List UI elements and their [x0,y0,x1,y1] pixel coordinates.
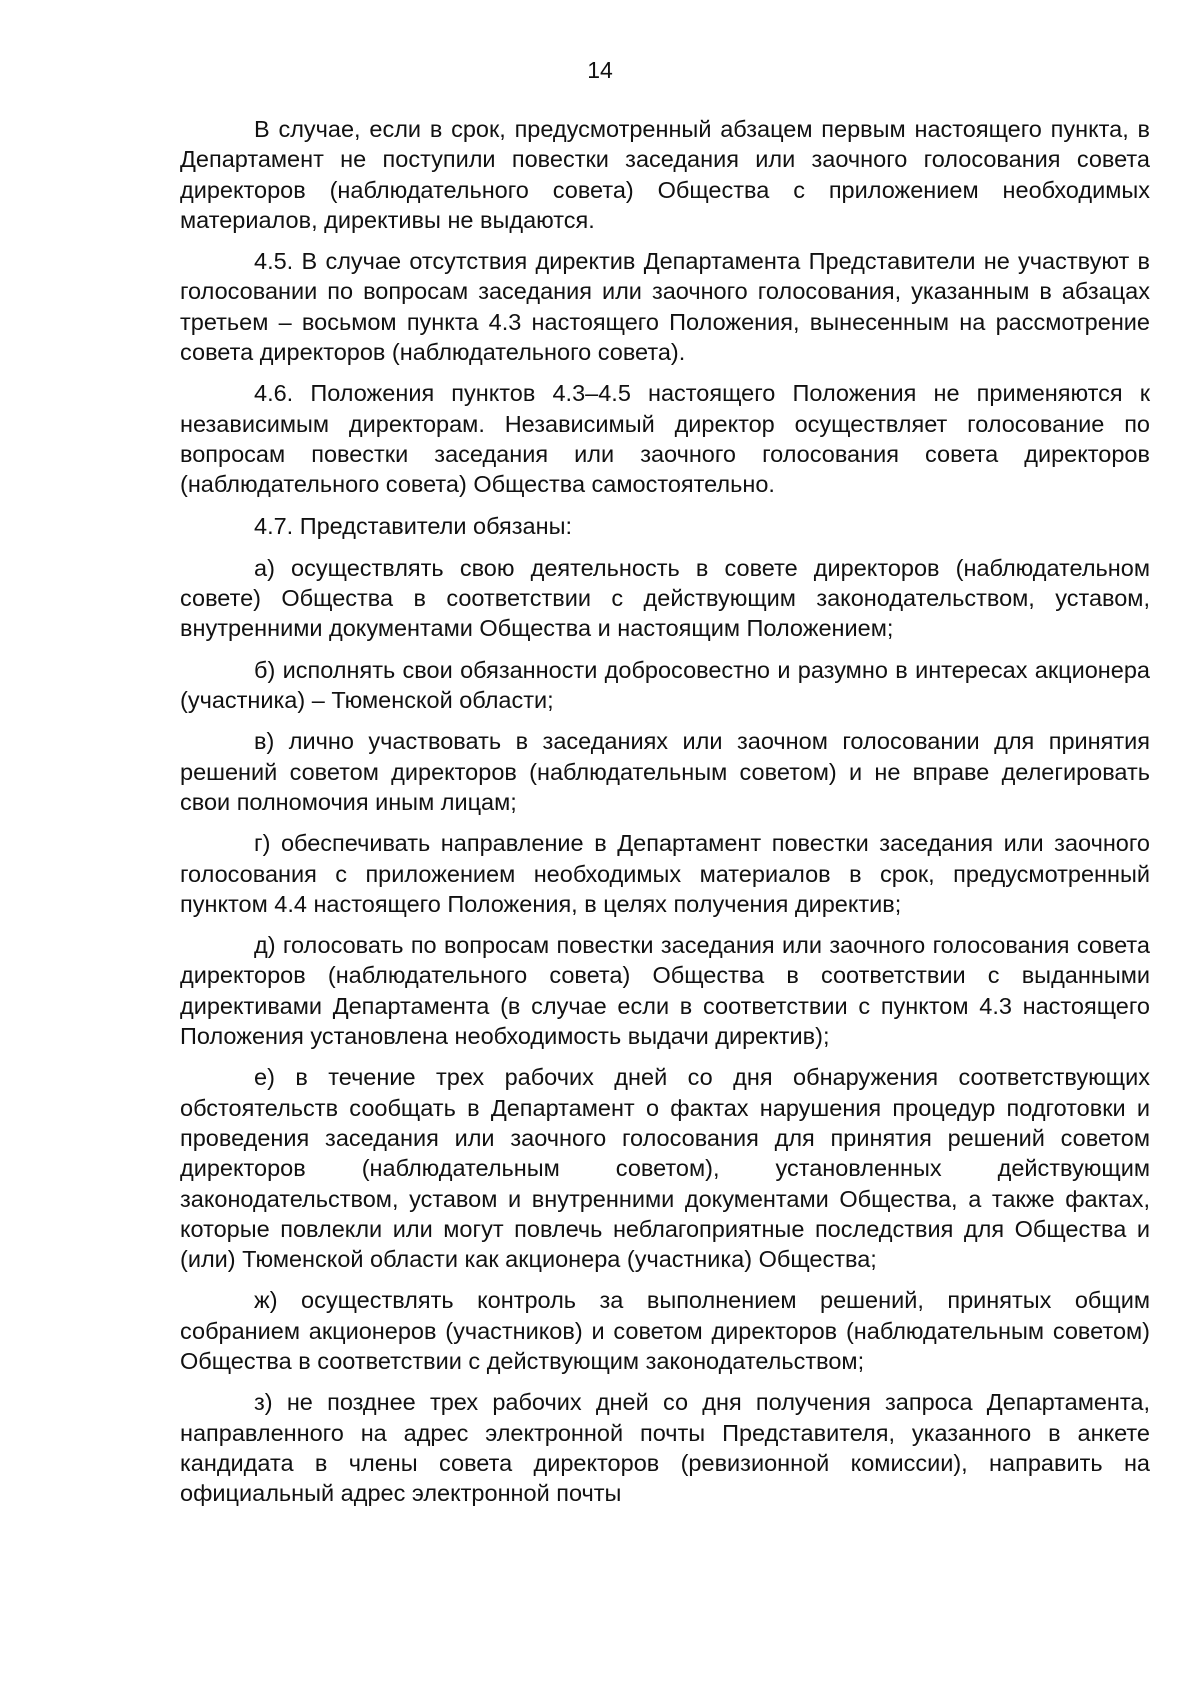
list-item-a: а) осуществлять свою деятельность в совете директоров (наблюдательном совете) Общества в соответствии с действующим законодательством, уставом, внутренними документами Общества и настоящим Положением; [180,554,1150,642]
page-number: 14 [587,57,613,83]
paragraph-4-6: 4.6. Положения пунктов 4.3–4.5 настоящего Положения не применяются к независимым директорам. Независимый директор осуществляет голосование по вопросам повестки заседания или заочного голосования совета директоров (наблюдательного совета) Общества самостоятельно. [180,380,1150,498]
paragraph-4-7: 4.7. Представители обязаны: [254,512,573,539]
list-item-zh: ж) осуществлять контроль за выполнением решений, принятых общим собранием акционеров (участников) и советом директоров (наблюдательным советом) Общества в соответствии с действующим законодательством; [180,1287,1150,1374]
paragraph-deadline-no-agenda: В случае, если в срок, предусмотренный абзацем первым настоящего пункта, в Департамент не поступили повестки заседания или заочного голосования совета директоров (наблюдательного совета) Общества с приложением необходимых материалов, директивы не выдаются. [180,116,1150,233]
paragraph-4-5: 4.5. В случае отсутствия директив Департамента Представители не участвуют в голосовании по вопросам заседания или заочного голосования, указанным в абзацах третьем – восьмом пункта 4.3 настоящего Положения, вынесенным на рассмотрение совета директоров (наблюдательного совета). [180,248,1150,366]
list-item-e: е) в течение трех рабочих дней со дня обнаружения соответствующих обстоятельств сообщать в Департамент о фактах нарушения процедур подготовки и проведения заседания или заочного голосования для принятия решений советом директоров (наблюдательным советом), установленных действующим законодательством, уставом и внутренними документами Общества, а также фактах, которые повлекли или могут повлечь неблагоприятные последствия для Общества и (или) Тюменской области как акционера (участника) Общества; [180,1064,1150,1273]
list-item-v: в) лично участвовать в заседаниях или заочном голосовании для принятия решений советом директоров (наблюдательным советом) и не вправе делегировать свои полномочия иным лицам; [180,728,1150,815]
list-item-g: г) обеспечивать направление в Департамент повестки заседания или заочного голосования с приложением необходимых материалов в срок, предусмотренный пунктом 4.4 настоящего Положения, в целях получения директив; [180,830,1150,917]
list-item-b: б) исполнять свои обязанности добросовестно и разумно в интересах акционера (участника) – Тюменской области; [180,656,1150,714]
list-item-d: д) голосовать по вопросам повестки заседания или заочного голосования совета директоров (наблюдательного совета) Общества в соответствии с выданными директивами Департамента (в случае если в соответствии с пунктом 4.3 настоящего Положения установлена необходимость выдачи директив); [180,932,1150,1050]
document-body [180,114,1150,1519]
list-item-z: з) не позднее трех рабочих дней со дня получения запроса Департамента, направленного на адрес электронной почты Представителя, указанного в анкете кандидата в члены совета директоров (ревизионной комиссии), направить на официальный адрес электронной почты [180,1389,1150,1507]
